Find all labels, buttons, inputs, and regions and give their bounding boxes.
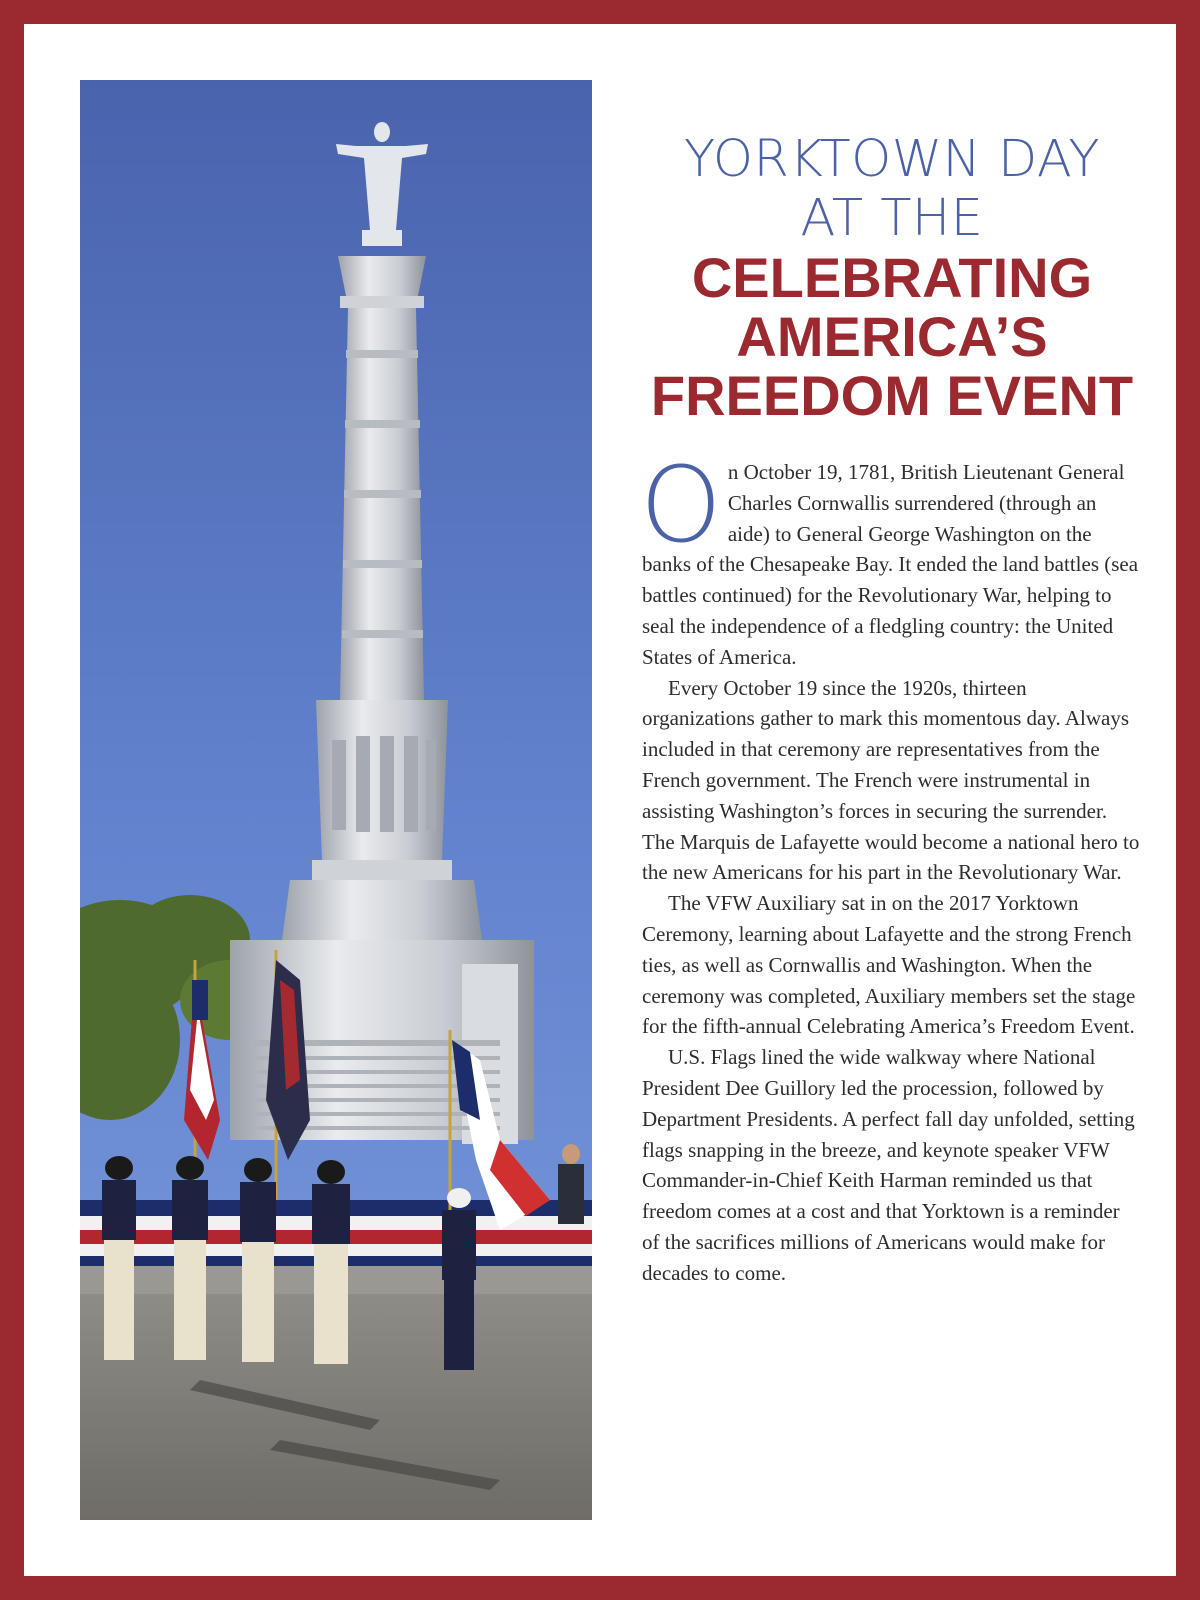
yorktown-monument-photo xyxy=(80,80,592,1520)
headline-line-5: FREEDOM EVENT xyxy=(650,364,1134,427)
headline-line-3: CELEBRATING xyxy=(691,246,1093,309)
paragraph-2: Every October 19 since the 1920s, thirteen organizations gather to mark this momentous day. Always included in that ceremony are representatives from the French government. The French were instrumental in assisting Washington’s forces in securing the surrender. The Marquis de Lafayette would become a national hero to the new Americans for his part in the Revolutionary War. xyxy=(642,675,1140,885)
headline-line-4: AMERICA’S xyxy=(736,305,1048,368)
paragraph-1 xyxy=(640,444,1142,673)
drop-cap: O xyxy=(640,444,722,566)
headline xyxy=(642,130,1142,425)
paragraph-1-text: n October 19, 1781, British Lieutenant General Charles Cornwallis surrendered (through an aide) to General George Washington on the banks of the Chesapeake Bay. It ended the land battles (sea battles continued) for the Revolutionary War, helping to seal the independence of a fledgling country: the United States of America. xyxy=(642,460,1139,669)
paragraph-3: The VFW Auxiliary sat in on the 2017 Yorktown Ceremony, learning about Lafayette and the strong French ties, as well as Cornwallis and Washington. When the ceremony was completed, Auxiliary members set the stage for the fifth-annual Celebrating America’s Freedom Event. xyxy=(642,891,1136,1039)
headline-line-2: AT THE xyxy=(800,189,984,248)
article xyxy=(642,130,1142,1289)
headline-line-1: YORKTOWN DAY xyxy=(684,130,1100,189)
paragraph-4: U.S. Flags lined the wide walkway where National President Dee Guillory led the procession, followed by Department Presidents. A perfect fall day unfolded, setting flags snapping in the breeze, and keynote speaker VFW Commander-in-Chief Keith Harman reminded us that freedom comes at a cost and that Yorktown is a reminder of the sacrifices millions of Americans would make for decades to come. xyxy=(642,1045,1135,1285)
article-body xyxy=(640,444,1142,1289)
